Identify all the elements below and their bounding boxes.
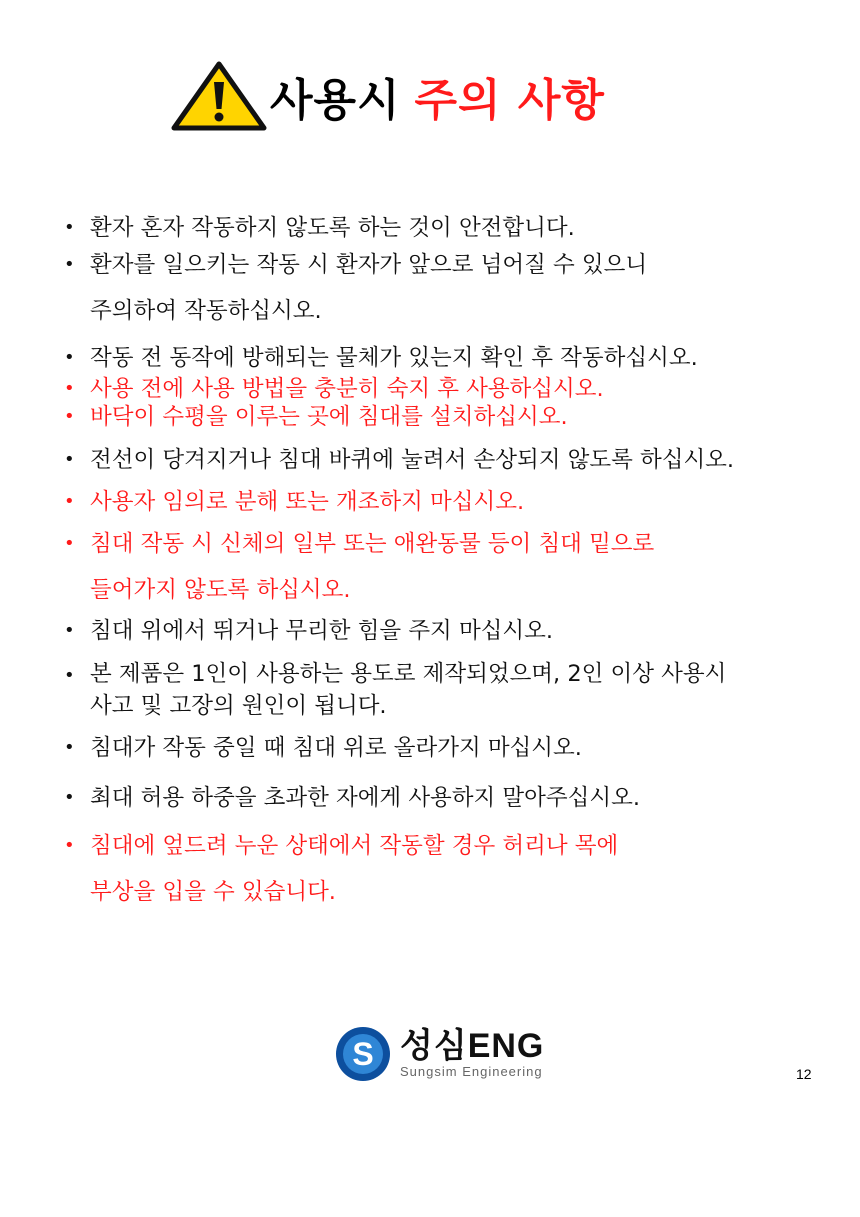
bullet: •: [64, 217, 75, 238]
company-subtitle: Sungsim Engineering: [400, 1064, 543, 1079]
caution-text: 바닥이 수평을 이루는 곳에 침대를 설치하십시오.: [90, 404, 568, 430]
caution-item-13: [64, 828, 618, 910]
bullet: •: [64, 254, 75, 275]
warning-triangle-icon: [170, 60, 268, 132]
caution-item-1: [64, 210, 575, 246]
bullet: •: [64, 406, 75, 427]
caution-text: 침대에 엎드려 누운 상태에서 작동할 경우 허리나 목에: [90, 833, 619, 859]
bullet: •: [64, 665, 75, 686]
caution-item-2: [64, 247, 647, 329]
caution-item-9: [64, 613, 553, 649]
caution-text: 환자를 일으키는 작동 시 환자가 앞으로 넘어질 수 있으니: [90, 252, 648, 278]
caution-text-continued: 부상을 입을 수 있습니다.: [90, 879, 336, 905]
caution-text: 작동 전 동작에 방해되는 물체가 있는지 확인 후 작동하십시오.: [90, 345, 698, 371]
bullet: •: [64, 835, 75, 856]
caution-item-7: [64, 484, 524, 520]
bullet: •: [64, 620, 75, 641]
caution-item-10: [64, 658, 726, 722]
page-title: [270, 64, 605, 128]
bullet: •: [64, 378, 75, 399]
bullet: •: [64, 533, 75, 554]
caution-item-5: [64, 399, 568, 435]
company-logo: [334, 1024, 544, 1084]
bullet: •: [64, 787, 75, 808]
caution-text: 전선이 당겨지거나 침대 바퀴에 눌려서 손상되지 않도록 하십시오.: [90, 447, 735, 473]
page-number: 12: [796, 1066, 812, 1082]
page-header: [170, 58, 605, 134]
company-name: 성심ENG: [400, 1027, 545, 1065]
caution-text: 사용자 임의로 분해 또는 개조하지 마십시오.: [90, 489, 525, 515]
caution-text-continued: 주의하여 작동하십시오.: [90, 298, 322, 324]
logo-mark-letter: S: [352, 1036, 374, 1072]
bullet: •: [64, 737, 75, 758]
caution-text: 본 제품은 1인이 사용하는 용도로 제작되었으며, 2인 이상 사용시: [90, 661, 727, 687]
caution-text: 환자 혼자 작동하지 않도록 하는 것이 안전합니다.: [90, 215, 575, 241]
bullet: •: [64, 491, 75, 512]
caution-item-12: [64, 780, 640, 816]
caution-text: 침대가 작동 중일 때 침대 위로 올라가지 마십시오.: [90, 735, 582, 761]
title-part-red: 주의 사항: [414, 75, 605, 126]
sungsim-logo-mark-icon: [334, 1025, 392, 1083]
title-part-black: 사용시: [270, 75, 401, 126]
caution-item-6: [64, 442, 734, 478]
caution-text: 침대 위에서 뛰거나 무리한 힘을 주지 마십시오.: [90, 618, 554, 644]
caution-text: 침대 작동 시 신체의 일부 또는 애완동물 등이 침대 밑으로: [90, 531, 655, 557]
bullet: •: [64, 347, 75, 368]
caution-item-8: [64, 526, 654, 608]
caution-text: 사용 전에 사용 방법을 충분히 숙지 후 사용하십시오.: [90, 376, 604, 402]
caution-text-continued: 들어가지 않도록 하십시오.: [90, 577, 351, 603]
bullet: •: [64, 449, 75, 470]
caution-text-continued: 사고 및 고장의 원인이 됩니다.: [90, 693, 387, 719]
caution-text: 최대 허용 하중을 초과한 자에게 사용하지 말아주십시오.: [90, 785, 640, 811]
caution-item-11: [64, 730, 582, 766]
